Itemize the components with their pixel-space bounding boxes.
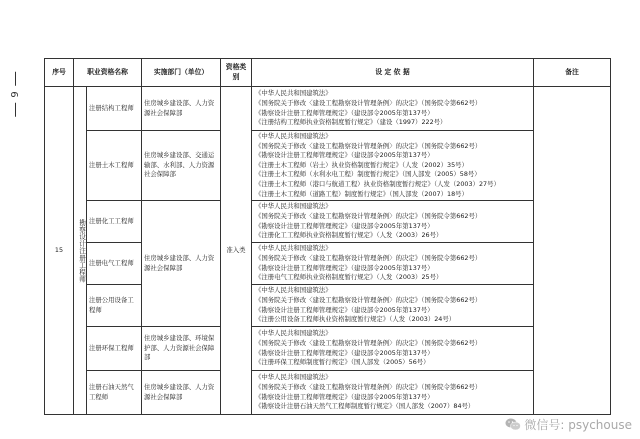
basis-line: 《国务院关于修改〈建设工程勘察设计管理条例〉的决定》（国务院令第662号） <box>255 98 482 107</box>
basis-line: 《中华人民共和国建筑法》 <box>255 286 332 295</box>
basis-line: 《注册土木工程师（港口与航道工程）执业资格制度暂行规定》（人发（2003）27号） <box>255 179 500 188</box>
table-row <box>45 201 611 243</box>
qualification-table <box>44 58 611 415</box>
basis-line: 《国务院关于修改〈建设工程勘察设计管理条例〉的决定》（国务院令第662号） <box>255 212 482 221</box>
basis-line: 《国务院关于修改〈建设工程勘察设计管理条例〉的决定》（国务院令第662号） <box>255 339 482 348</box>
header-basis: 设 定 依 据 <box>252 59 534 87</box>
basis-line: 《勘察设计注册工程师管理规定》（建设部令2005年第137号） <box>255 263 434 272</box>
qualification-name: 注册土木工程师 <box>87 131 142 201</box>
basis-cell <box>252 201 534 243</box>
table-row <box>45 243 611 285</box>
table-row <box>45 285 611 327</box>
page-number-text: 9 <box>10 91 21 98</box>
wechat-icon <box>505 418 521 431</box>
department: 住房城乡建设部、人力资源社会保障部 <box>142 371 221 415</box>
watermark <box>505 416 632 433</box>
header-remark: 备注 <box>534 59 611 87</box>
qualification-name: 注册结构工程师 <box>87 87 142 131</box>
department: 住房城乡建设部、人力资源社会保障部 <box>142 87 221 131</box>
header-qualification-name: 职业资格名称 <box>74 59 142 87</box>
header-seq: 序号 <box>45 59 74 87</box>
basis-line: 《中华人民共和国建筑法》 <box>255 132 332 140</box>
table-row <box>45 371 611 415</box>
basis-line: 《中华人民共和国建筑法》 <box>255 202 332 211</box>
qualification-name: 注册石油天然气工程师 <box>87 371 142 415</box>
basis-line: 《勘察设计注册工程师管理规定》（建设部令2005年第137号） <box>255 392 434 401</box>
group-name: 勘察设计注册工程师 <box>77 218 86 283</box>
basis-line: 《勘察设计注册工程师管理规定》（建设部令2005年第137号） <box>255 348 434 357</box>
basis-line: 《注册环保工程师制度暂行规定》（国人部发（2005）56号） <box>255 358 430 367</box>
basis-line: 《国务院关于修改〈建设工程勘察设计管理条例〉的决定》（国务院令第662号） <box>255 254 482 263</box>
basis-cell <box>252 131 534 201</box>
basis-line: 《注册电气工程师执业资格制度暂行规定》（人发（2003）25号） <box>255 273 443 282</box>
basis-line: 《注册化工工程师执业资格制度暂行规定》（人发（2003）26号） <box>255 231 443 240</box>
basis-line: 《中华人民共和国建筑法》 <box>255 89 332 98</box>
qualification-name: 注册环保工程师 <box>87 327 142 371</box>
basis-line: 《中华人民共和国建筑法》 <box>255 244 332 253</box>
basis-line: 《勘察设计注册工程师管理规定》（建设部令2005年第137号） <box>255 221 434 230</box>
group-seq: 15 <box>45 87 74 415</box>
basis-cell <box>252 285 534 327</box>
page-number <box>10 70 21 119</box>
table-header-row <box>45 59 611 87</box>
group-name-cell <box>74 87 87 415</box>
group-category: 准入类 <box>221 87 252 415</box>
department: 住房城乡建设部、人力资源社会保障部 <box>142 201 221 327</box>
basis-line: 《国务院关于修改〈建设工程勘察设计管理条例〉的决定》（国务院令第662号） <box>255 296 482 305</box>
basis-line: 《注册公用设备工程师执业资格制度暂行规定》（人发（2003）24号） <box>255 315 456 324</box>
page-number-dash-bottom <box>16 72 17 86</box>
qualification-name: 注册化工工程师 <box>87 201 142 243</box>
basis-line: 《中华人民共和国建筑法》 <box>255 329 332 338</box>
basis-line: 《勘察设计注册工程师管理规定》（建设部令2005年第137号） <box>255 151 434 160</box>
table-row <box>45 87 611 131</box>
basis-cell <box>252 243 534 285</box>
qualification-name: 注册电气工程师 <box>87 243 142 285</box>
basis-line: 《国务院关于修改〈建设工程勘察设计管理条例〉的决定》（国务院令第662号） <box>255 383 482 392</box>
header-department: 实施部门（单位） <box>142 59 221 87</box>
watermark-text: 微信号: psychouse <box>524 418 632 432</box>
basis-line: 《注册土木工程师（道路工程）制度暂行规定》（国人部发（2007）18号） <box>255 189 468 198</box>
basis-line: 《注册土木工程师（水利水电工程）制度暂行规定》（国人部发（2005）58号） <box>255 170 481 179</box>
department: 住房城乡建设部、环境保护部、人力资源社会保障部 <box>142 327 221 371</box>
qualification-name: 注册公用设备工程师 <box>87 285 142 327</box>
basis-line: 《勘察设计注册工程师管理规定》（建设部令2005年第137号） <box>255 305 434 314</box>
basis-line: 《勘察设计注册石油天然气工程师制度暂行规定》（国人部发（2007）84号） <box>255 402 475 411</box>
basis-line: 《勘察设计注册工程师管理规定》（建设部令2005年第137号） <box>255 108 434 117</box>
basis-cell <box>252 327 534 371</box>
table-row <box>45 327 611 371</box>
department: 住房城乡建设部、交通运输部、水利部、人力资源社会保障部 <box>142 131 221 201</box>
basis-line: 《注册土木工程师（岩土）执业资格制度暂行规定》（人发（2002）35号） <box>255 160 468 169</box>
basis-cell <box>252 371 534 415</box>
page-number-dash-top <box>16 103 17 117</box>
basis-cell <box>252 87 534 131</box>
basis-line: 《注册结构工程师执业资格制度暂行规定》（建设（1997）222号） <box>255 118 447 127</box>
basis-line: 《中华人民共和国建筑法》 <box>255 373 332 382</box>
header-category: 资格类别 <box>221 59 252 87</box>
remark-cell <box>534 87 611 415</box>
basis-line: 《国务院关于修改〈建设工程勘察设计管理条例〉的决定》（国务院令第662号） <box>255 141 482 150</box>
table-row <box>45 131 611 201</box>
